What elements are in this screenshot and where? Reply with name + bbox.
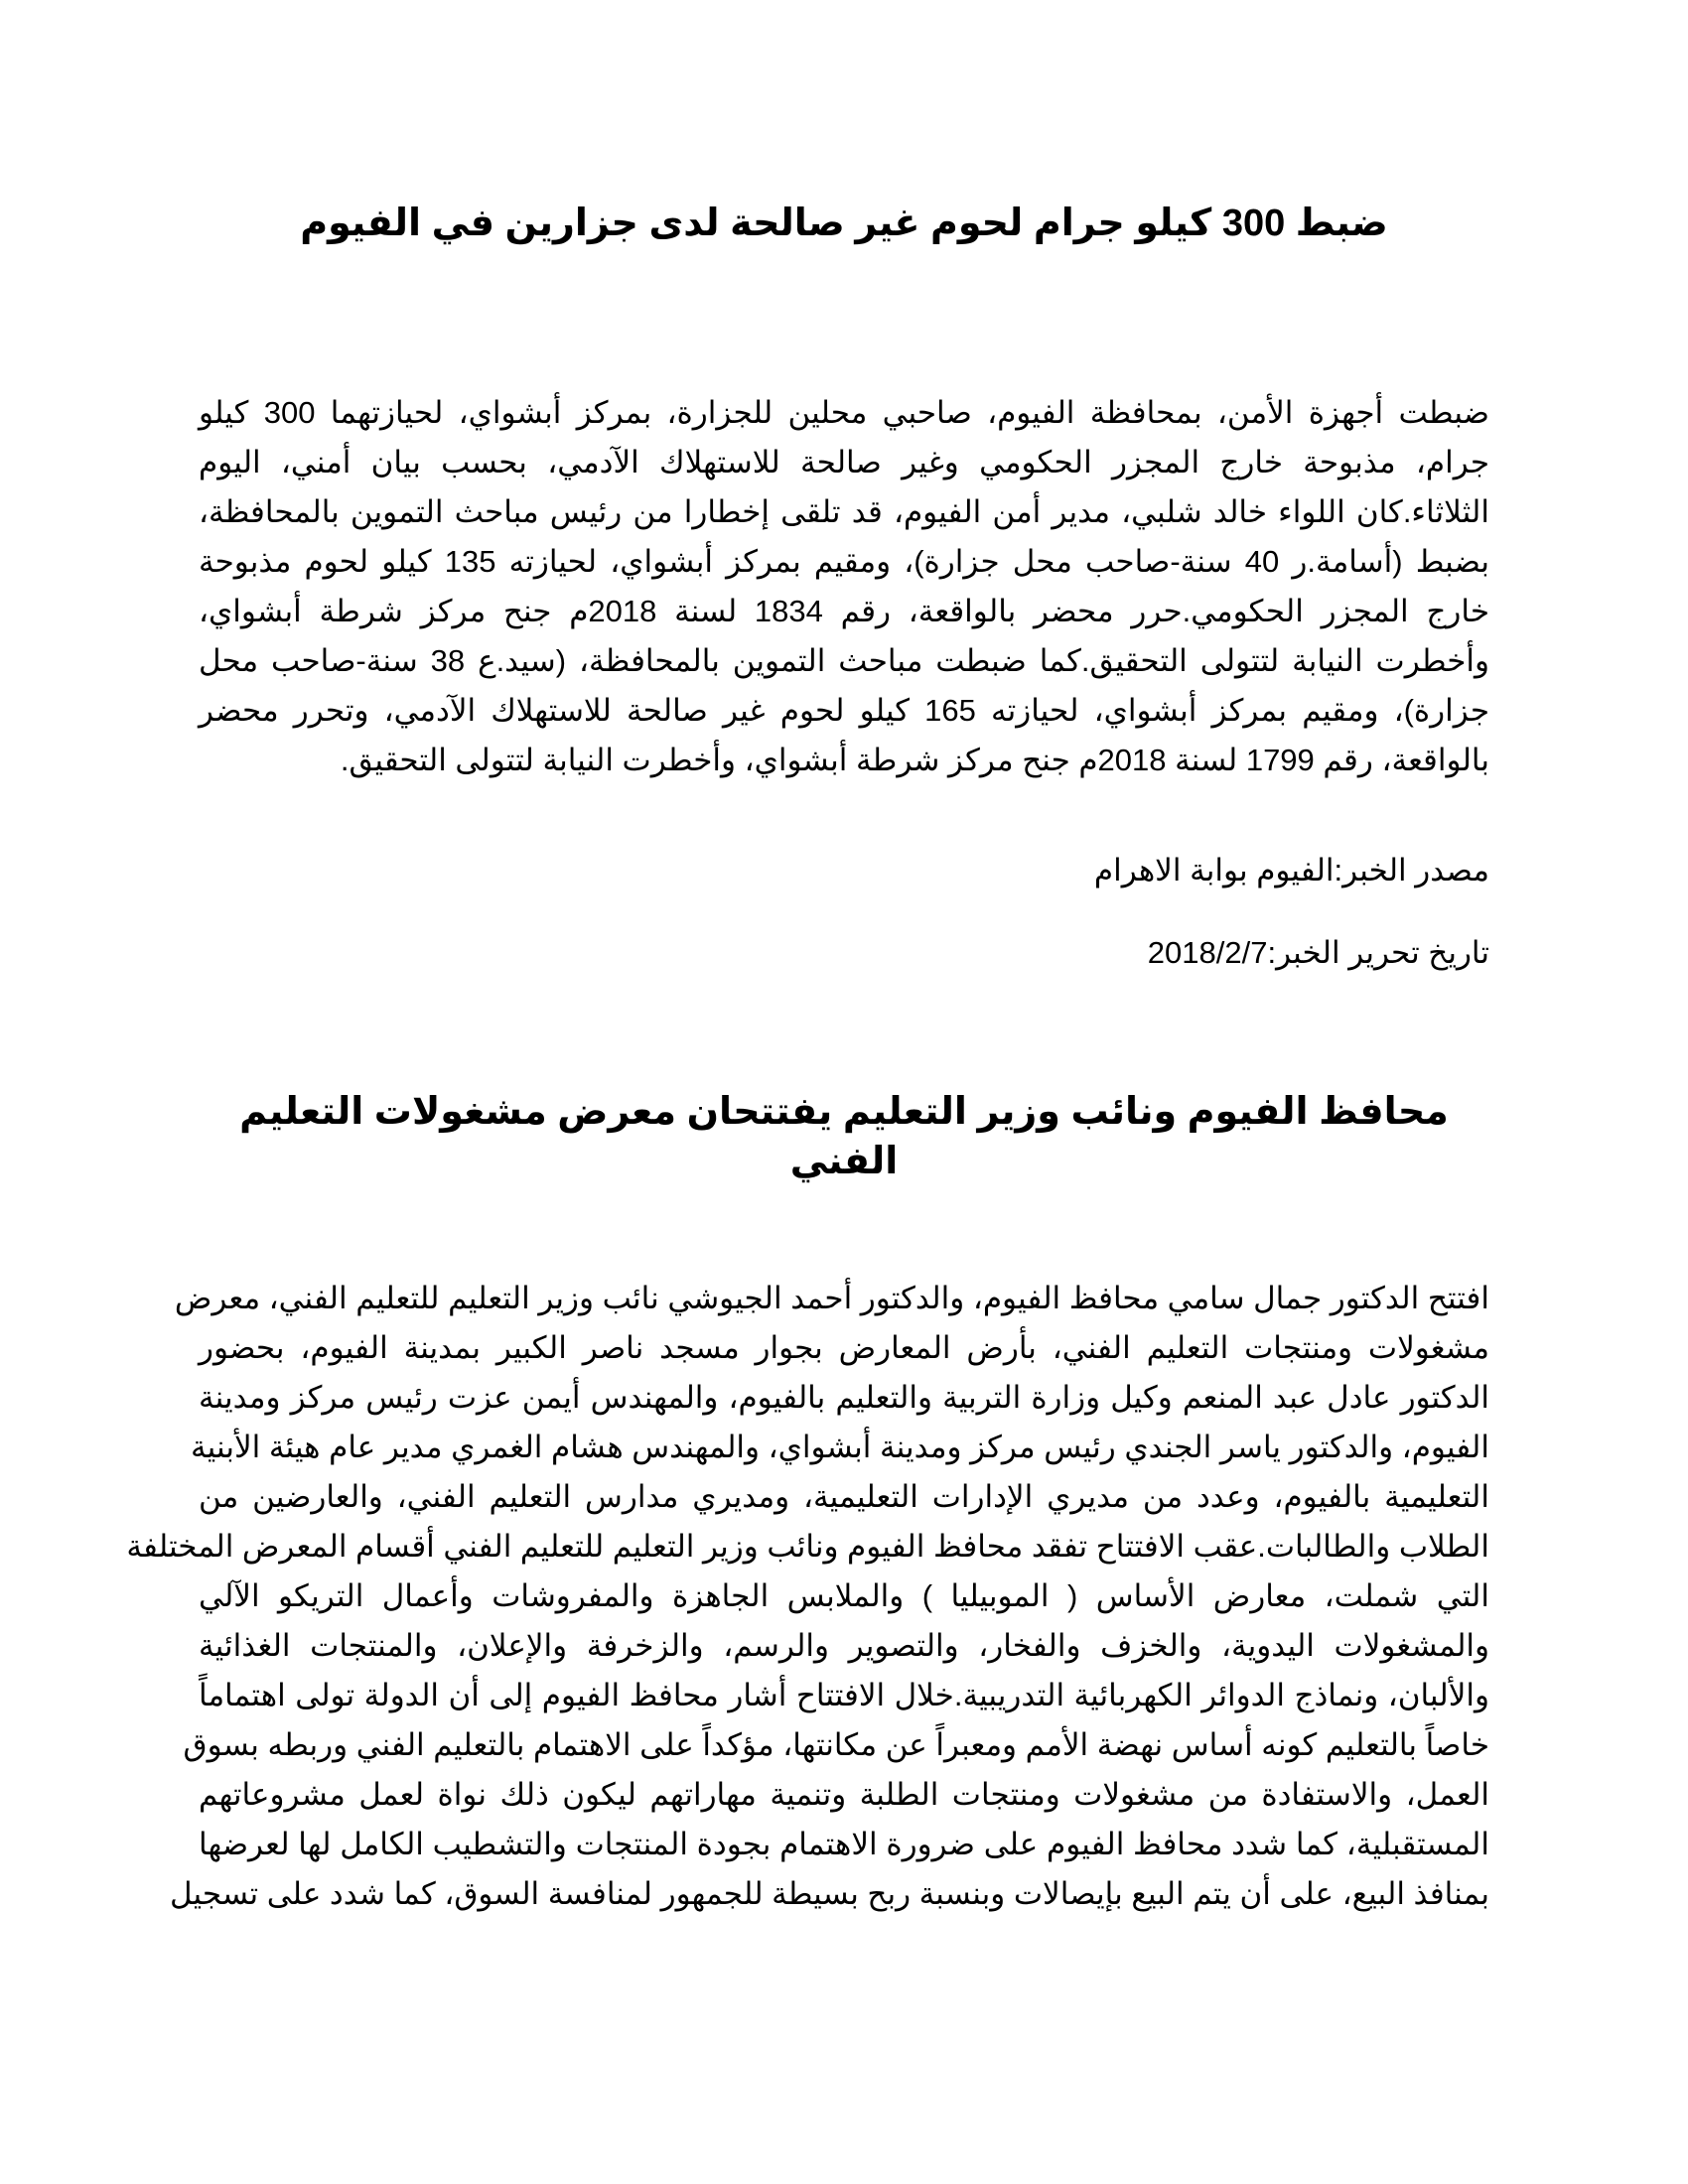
article-1-title: ضبط 300 كيلو جرام لحوم غير صالحة لدى جزارين في الفيوم — [300, 203, 1388, 244]
body-line: والألبان، ونماذج الدوائر الكهربائية التدريبية.خلال الافتتاح أشار محافظ الفيوم إلى أن الدولة تولى اهتماماً — [199, 1678, 1489, 1712]
body-line: الدكتور عادل عبد المنعم وكيل وزارة التربية والتعليم بالفيوم، والمهندس أيمن عزت رئيس مركز ومدينة — [199, 1380, 1489, 1415]
news-date-value: 2018/2/7 — [1147, 935, 1268, 970]
body-line: جزارة)، ومقيم بمركز أبشواي، لحيازته 165 كيلو لحوم غير صالحة للاستهلاك الآدمي، وتحرر محضر — [199, 693, 1489, 728]
news-date-label: تاريخ تحرير الخبر: — [1267, 935, 1489, 970]
article-1-body — [199, 388, 1489, 785]
body-line: مشغولات ومنتجات التعليم الفني، بأرض المعارض بجوار مسجد ناصر الكبير بمدينة الفيوم، بحضور — [199, 1330, 1489, 1365]
article-2-body — [126, 1274, 1489, 1919]
body-line: التي شملت، معارض الأساس ( الموبيليا ) والملابس الجاهزة والمفروشات وأعمال التريكو الآلي — [199, 1578, 1489, 1613]
article-2-title: محافظ الفيوم ونائب وزير التعليم يفتتحان معرض مشغولات التعليم الفني — [239, 1091, 1449, 1182]
body-line: جرام، مذبوحة خارج المجزر الحكومي وغير صالحة للاستهلاك الآدمي، بحسب بيان أمني، اليوم — [199, 445, 1489, 479]
body-line: افتتح الدكتور جمال سامي محافظ الفيوم، والدكتور أحمد الجيوشي نائب وزير التعليم للتعليم الفني، معرض — [174, 1281, 1489, 1315]
news-date — [199, 928, 1489, 978]
news-source — [199, 846, 1489, 895]
body-line: العمل، والاستفادة من مشغولات ومنتجات الطلبة وتنمية مهاراتهم ليكون ذلك نواة لعمل مشروعاتهم — [199, 1777, 1489, 1812]
body-line: خارج المجزر الحكومي.حرر محضر بالواقعة، رقم 1834 لسنة 2018م جنح مركز شرطة أبشواي، — [199, 594, 1489, 628]
body-line: خاصاً بالتعليم كونه أساس نهضة الأمم ومعبراً عن مكانتها، مؤكداً على الاهتمام بالتعليم الفني وربطه بسوق — [183, 1727, 1489, 1762]
body-line: المستقبلية، كما شدد محافظ الفيوم على ضرورة الاهتمام بجودة المنتجات والتشطيب الكامل لها لعرضها — [199, 1827, 1489, 1861]
body-line: وأخطرت النيابة لتتولى التحقيق.كما ضبطت مباحث التموين بالمحافظة، (سيد.ع 38 سنة-صاحب محل — [199, 643, 1489, 678]
body-line: الفيوم، والدكتور ياسر الجندي رئيس مركز ومدينة أبشواي، والمهندس هشام الغمري مدير عام هيئة الأبنية — [190, 1430, 1489, 1464]
body-line: الثلاثاء.كان اللواء خالد شلبي، مدير أمن الفيوم، قد تلقى إخطارا من رئيس مباحث التموين بالمحافظة، — [199, 494, 1489, 529]
body-line: ضبطت أجهزة الأمن، بمحافظة الفيوم، صاحبي محلين للجزارة، بمركز أبشواي، لحيازتهما 300 كيلو — [199, 395, 1489, 430]
news-source-label: مصدر الخبر: — [1334, 853, 1489, 887]
body-line: والمشغولات اليدوية، والخزف والفخار، والتصوير والرسم، والزخرفة والإعلان، والمنتجات الغذائية — [199, 1628, 1489, 1663]
body-line: بالواقعة، رقم 1799 لسنة 2018م جنح مركز شرطة أبشواي، وأخطرت النيابة لتتولى التحقيق. — [340, 743, 1489, 777]
body-line: التعليمية بالفيوم، وعدد من مديري الإدارات التعليمية، ومديري مدارس التعليم الفني، والعارضين من — [199, 1479, 1489, 1514]
body-line: بضبط (أسامة.ر 40 سنة-صاحب محل جزارة)، ومقيم بمركز أبشواي، لحيازته 135 كيلو لحوم مذبوحة — [199, 544, 1489, 579]
body-line: الطلاب والطالبات.عقب الافتتاح تفقد محافظ الفيوم ونائب وزير التعليم للتعليم الفني أقسام المعرض المختلفة — [126, 1529, 1489, 1564]
news-source-value: الفيوم بوابة الاهرام — [1093, 853, 1335, 887]
body-line: بمنافذ البيع، على أن يتم البيع بإيصالات وبنسبة ربح بسيطة للجمهور لمنافسة السوق، كما شدد على تسجيل — [169, 1876, 1489, 1911]
